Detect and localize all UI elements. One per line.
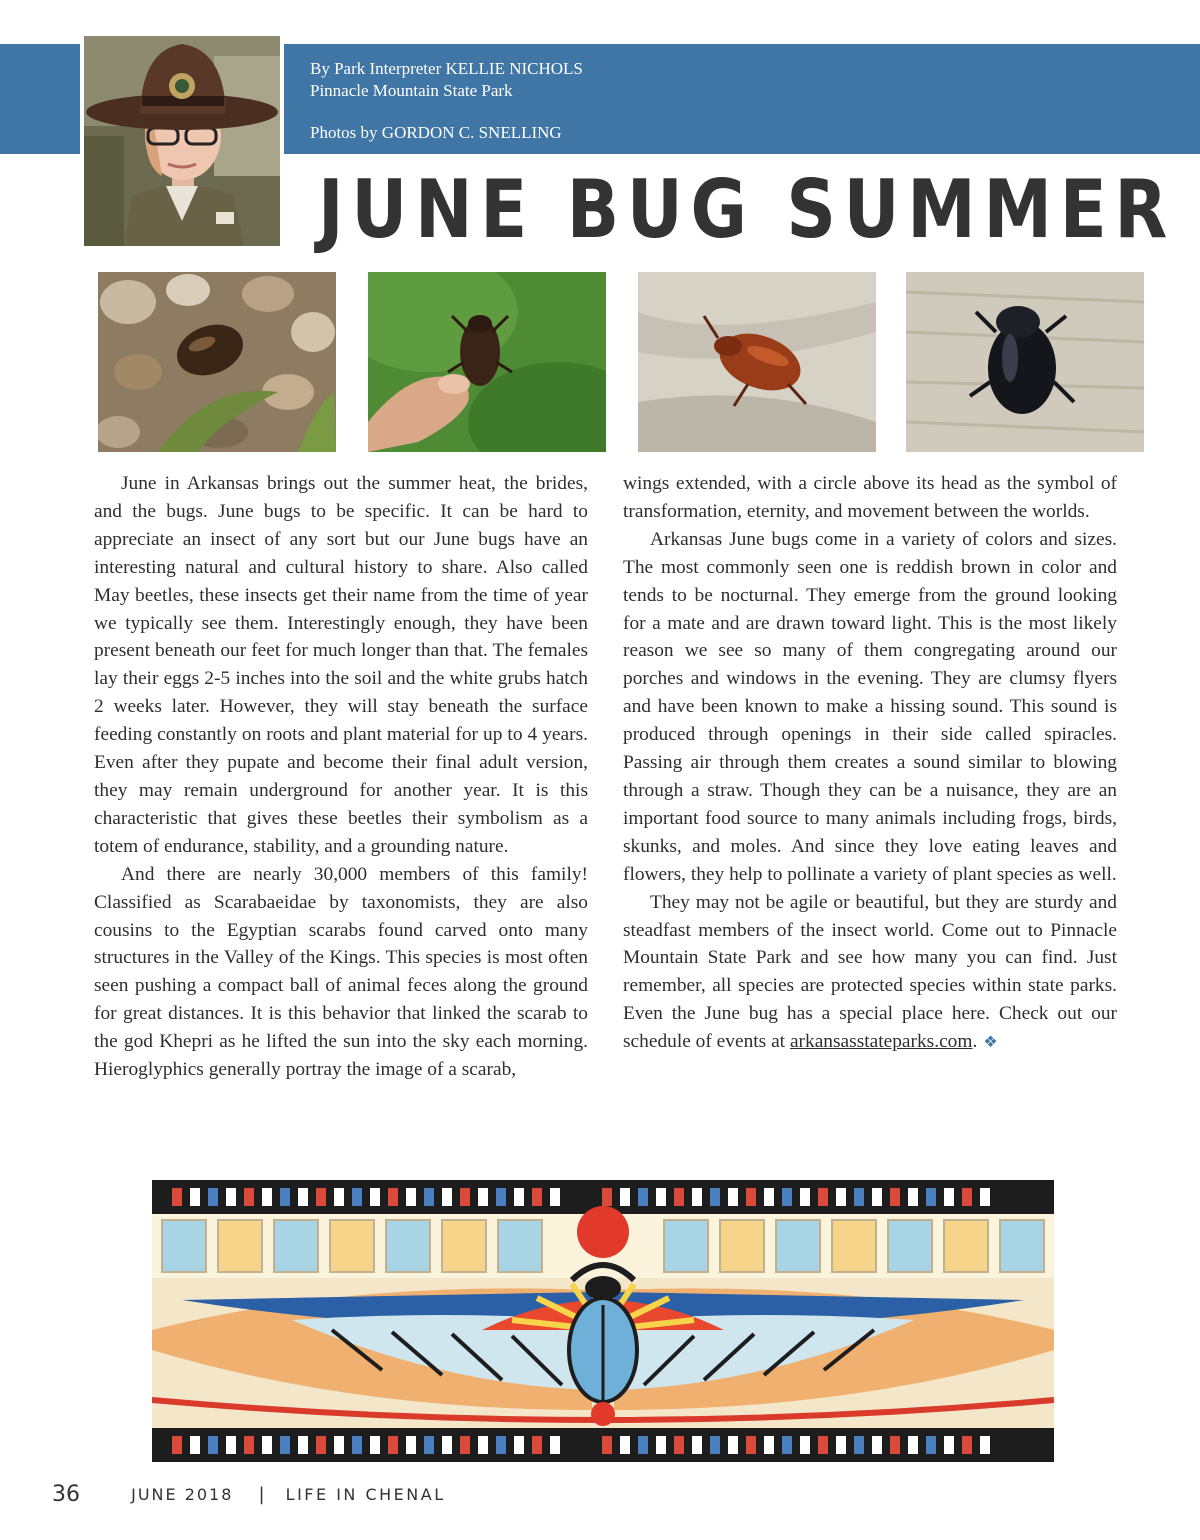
- link-tail: .: [972, 1031, 978, 1053]
- article-column-1: [94, 470, 588, 1084]
- page-footer: [52, 1482, 446, 1507]
- beetle-photo-finger: [368, 272, 606, 452]
- paragraph-closing: [623, 889, 1117, 1057]
- footer-separator: |: [258, 1484, 265, 1505]
- beetle-photo-cloth: [638, 272, 876, 452]
- beetle-photo-wood: [906, 272, 1144, 452]
- magazine-name: LIFE IN CHENAL: [285, 1485, 446, 1504]
- article-title: JUNE BUG SUMMER: [318, 163, 1176, 256]
- article-column-2: [623, 470, 1117, 1057]
- issue-date: JUNE 2018: [131, 1485, 234, 1504]
- paragraph: June in Arkansas brings out the summer heat, the brides, and the bugs. June bugs to be specific. It can be hard to appreciate an insect of any sort but our June bugs have an interesting natural and cultural history to share. Also called May beetles, these insects get their name from the time of year we typically see them. Interestingly enough, they have been present beneath our feet for much longer than that. The females lay their eggs 2-5 inches into the soil and the white grubs hatch 2 weeks later. However, they will stay beneath the surface feeding constantly on roots and plant material for up to 4 years. Even after they pupate and become their final adult version, they may remain underground for another year. It is this characteristic that gives these beetles their symbolism as a totem of endurance, stability, and a grounding nature.: [94, 473, 588, 857]
- photo-credit: Photos by GORDON C. SNELLING: [310, 123, 562, 142]
- end-mark-icon: ❖: [983, 1034, 998, 1052]
- paragraph: And there are nearly 30,000 members of this family! Classified as Scarabaeidae by taxonomists, they are also cousins to the Egyptian scarabs found carved onto many structures in the Valley of the Kings. This species is most often seen pushing a compact ball of animal feces along the ground for great distances. It is this behavior that linked the scarab to the god Khepri as he lifted the sun into the sky each morning. Hieroglyphics generally portray the image of a scarab,: [94, 863, 588, 1081]
- portrait-image: [84, 36, 280, 246]
- paragraph: Arkansas June bugs come in a variety of colors and sizes. The most commonly seen one is reddish brown in color and tends to be nocturnal. They emerge from the ground looking for a mate and are drawn toward light. This is the most likely reason we see so many of them congregating around our porches and windows in the evening. They are clumsy flyers and have been known to make a hissing sound. This sound is produced through openings in their side called spiracles. Passing air through them creates a sound similar to blowing through a straw. Though they can be a nuisance, they are an important food source to many animals including frogs, birds, skunks, and moles. And since they love eating leaves and flowers, they help to pollinate a variety of plant species as well.: [623, 528, 1117, 885]
- website-link[interactable]: arkansasstateparks.com: [789, 1031, 973, 1053]
- egyptian-scarab-illustration: [152, 1180, 1054, 1462]
- byline: [310, 58, 583, 144]
- author-credit: By Park Interpreter KELLIE NICHOLS: [310, 59, 583, 78]
- page-number: 36: [52, 1482, 80, 1507]
- paragraph: wings extended, with a circle above its head as the symbol of transformation, eternity, and movement between the worlds.: [623, 473, 1117, 522]
- park-credit: Pinnacle Mountain State Park: [310, 81, 513, 100]
- beetle-photo-gravel: [98, 272, 336, 452]
- paragraph-text: They may not be agile or beautiful, but they are sturdy and steadfast members of the insect world. Come out to Pinnacle Mountain State Park and see how many you can find. Just remember, all species are protected species within state parks. Even the June bug has a special place here. Check out our schedule of events at: [623, 891, 1117, 1053]
- author-portrait: [80, 32, 284, 250]
